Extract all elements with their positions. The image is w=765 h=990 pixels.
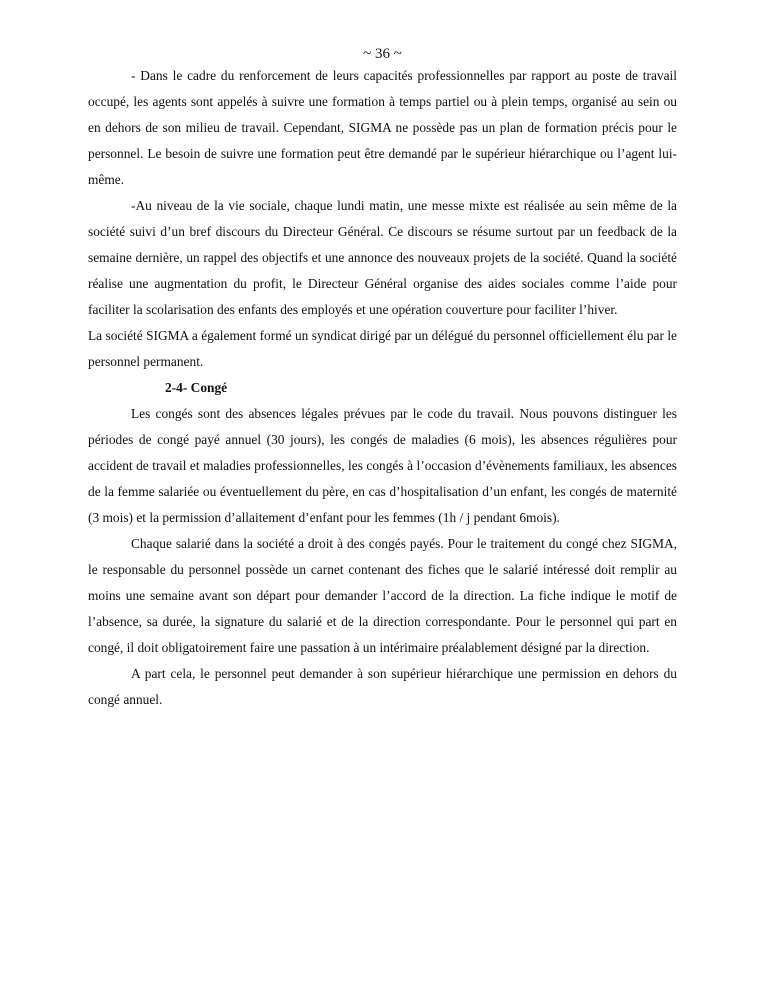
paragraph-union: La société SIGMA a également formé un syndicat dirigé par un délégué du personnel officiellement élu par le personnel permanent. [88, 328, 677, 369]
section-heading-conge: 2-4- Congé [165, 380, 228, 395]
paragraph-leave-procedure: Chaque salarié dans la société a droit à des congés payés. Pour le traitement du congé chez SIGMA, le responsable du personnel possède un carnet contenant des fiches que le salarié intéressé doit remplir au moins une semaine avant son départ pour demander l’accord de la direction. La fiche indique le motif de l’absence, sa durée, la signature du salarié et de la direction correspondante. Pour le personnel qui part en congé, il doit obligatoirement faire une passation à un intérimaire préalablement désigné par la direction. [88, 536, 677, 655]
page-content [88, 63, 677, 713]
paragraph-training: - Dans le cadre du renforcement de leurs capacités professionnelles par rapport au poste de travail occupé, les agents sont appelés à suivre une formation à temps partiel ou à plein temps, organisé au sein ou en dehors de son milieu de travail. Cependant, SIGMA ne possède pas un plan de formation précis pour le personnel. Le besoin de suivre une formation peut être demandé par le supérieur hiérarchique ou l’agent lui-même. [88, 68, 677, 187]
paragraph-permission: A part cela, le personnel peut demander à son supérieur hiérarchique une permission en dehors du congé annuel. [88, 666, 677, 707]
paragraph-leave-types: Les congés sont des absences légales prévues par le code du travail. Nous pouvons distinguer les périodes de congé payé annuel (30 jours), les congés de maladies (6 mois), les absences régulières pour accident de travail et maladies professionnelles, les congés à l’occasion d’évènements familiaux, les absences de la femme salariée ou éventuellement du père, en cas d’hospitalisation d’un enfant, les congés de maternité (3 mois) et la permission d’allaitement d’enfant pour les femmes (1h / j pendant 6mois). [88, 406, 677, 525]
page-number: ~ 36 ~ [363, 46, 402, 62]
paragraph-social-life: -Au niveau de la vie sociale, chaque lundi matin, une messe mixte est réalisée au sein même de la société suivi d’un bref discours du Directeur Général. Ce discours se résume surtout par un feedback de la semaine dernière, un rappel des objectifs et une annonce des nouveaux projets de la société. Quand la société réalise une augmentation du profit, le Directeur Général organise des aides sociales comme l’aide pour faciliter la scolarisation des enfants des employés et une opération couverture pour faciliter l’hiver. [88, 198, 677, 317]
